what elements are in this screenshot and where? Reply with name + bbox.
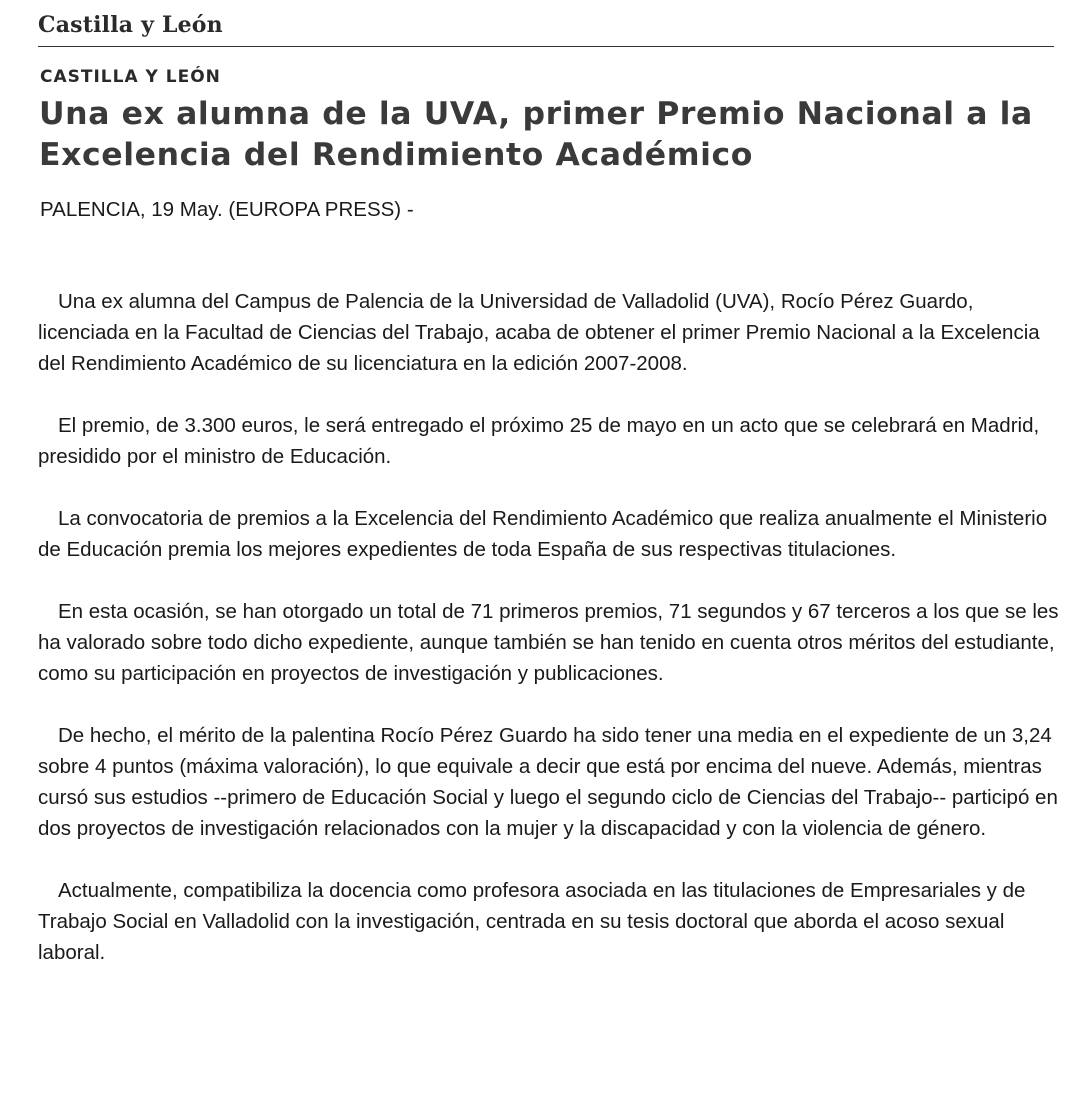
section-header: Castilla y León [38,12,223,38]
article-headline: Una ex alumna de la UVA, primer Premio Nacional a la Excelencia del Rendimiento Académico [39,96,1033,173]
article-paragraph: En esta ocasión, se han otorgado un total de 71 primeros premios, 71 segundos y 67 terceros a los que se les ha valorado sobre todo dicho expediente, aunque también se han tenido en cuenta otros méritos del estudiante, como su participación en proyectos de investigación y publicaciones. [38,600,1059,685]
article-paragraph: La convocatoria de premios a la Excelencia del Rendimiento Académico que realiza anualmente el Ministerio de Educación premia los mejores expedientes de toda España de sus respectivas titulaciones. [38,507,1048,561]
header-divider [38,46,1054,47]
article-paragraph: De hecho, el mérito de la palentina Rocío Pérez Guardo ha sido tener una media en el expediente de un 3,24 sobre 4 puntos (máxima valoración), lo que equivale a decir que está por encima del nueve. Además, mientras cursó sus estudios --primero de Educación Social y luego el segundo ciclo de Ciencias del Trabajo-- participó en dos proyectos de investigación relacionados con la mujer y la discapacidad y con la violencia de género. [38,724,1058,840]
article-kicker: CASTILLA Y LEÓN [40,67,221,87]
article-paragraph: Actualmente, compatibiliza la docencia como profesora asociada en las titulaciones de Empresariales y de Trabajo Social en Valladolid con la investigación, centrada en su tesis doctoral que aborda el acoso sexual laboral. [38,879,1026,964]
article-body [38,286,1060,999]
article-paragraph: Una ex alumna del Campus de Palencia de la Universidad de Valladolid (UVA), Rocío Pérez Guardo, licenciada en la Facultad de Ciencias del Trabajo, acaba de obtener el primer Premio Nacional a la Excelencia del Rendimiento Académico de su licenciatura en la edición 2007-2008. [38,290,1040,375]
article-dateline: PALENCIA, 19 May. (EUROPA PRESS) - [40,198,414,221]
article-paragraph: El premio, de 3.300 euros, le será entregado el próximo 25 de mayo en un acto que se celebrará en Madrid, presidido por el ministro de Educación. [38,414,1040,468]
